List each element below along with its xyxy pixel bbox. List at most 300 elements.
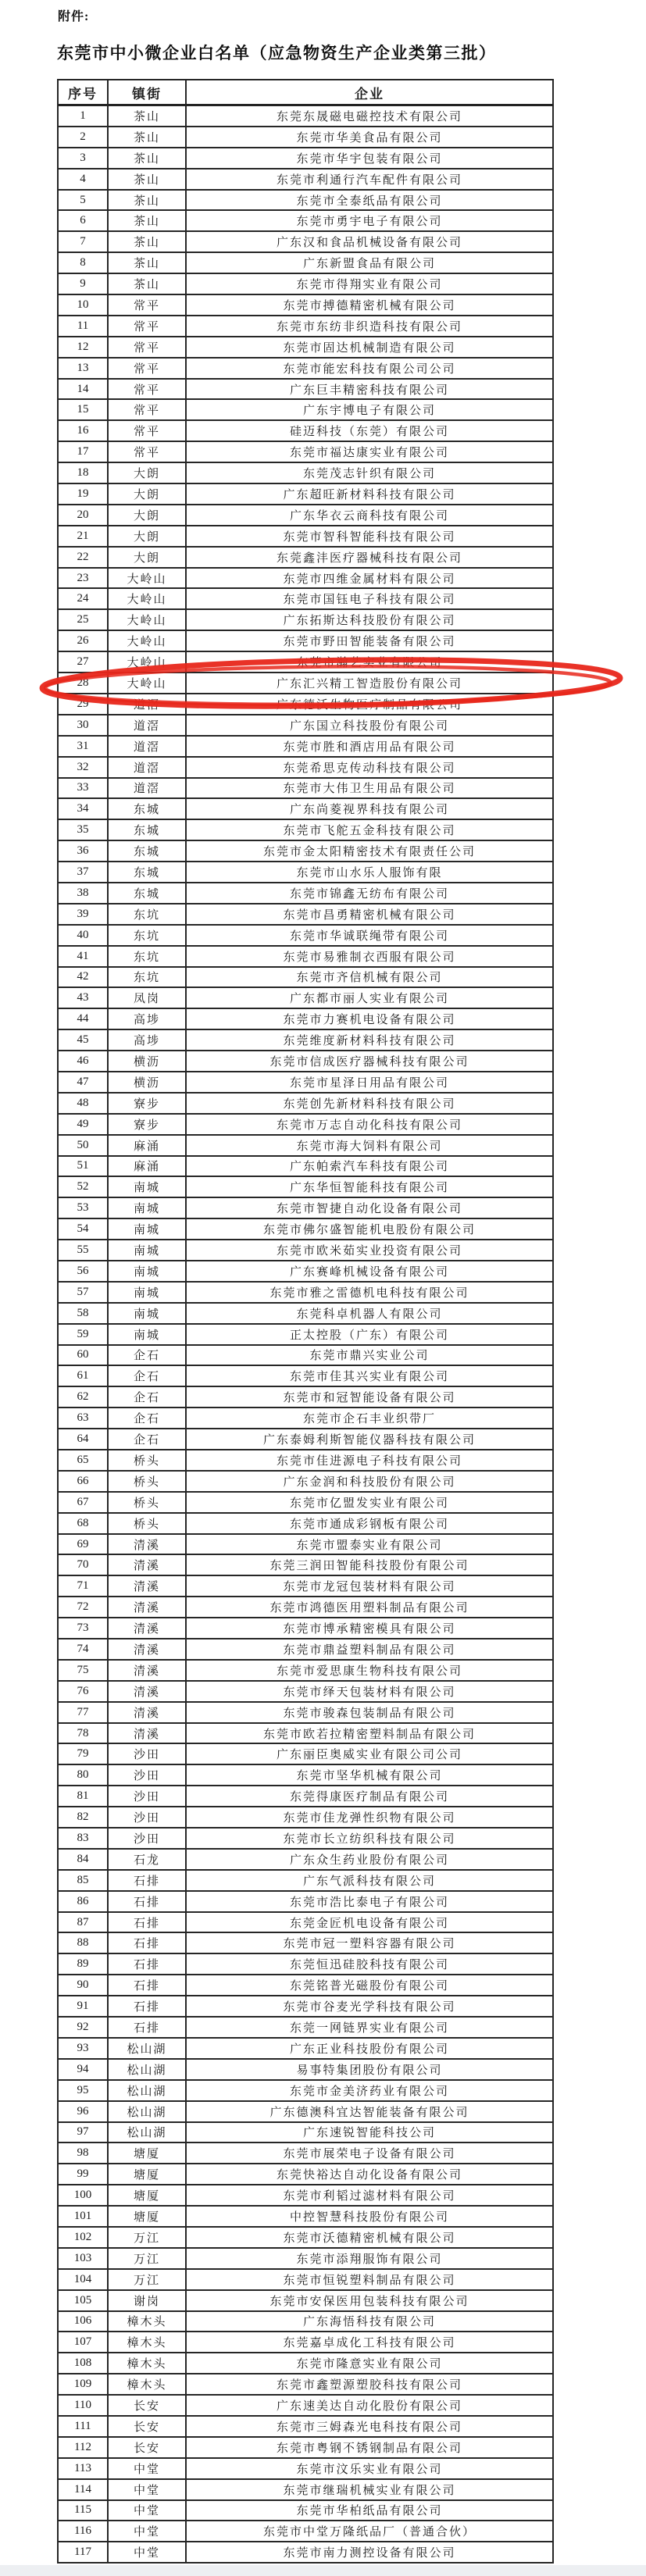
row-number-cell: 13: [58, 358, 108, 379]
company-cell: 东莞市粤钢不锈钢制品有限公司: [186, 2437, 553, 2458]
table-row: [58, 2080, 553, 2101]
row-number-cell: 10: [58, 294, 108, 316]
table-row: [58, 1723, 553, 1744]
town-cell: 清溪: [108, 1681, 186, 1702]
row-number-cell: 29: [58, 694, 108, 715]
row-number-cell: 59: [58, 1324, 108, 1345]
company-cell: 东莞市华诚联绳带有限公司: [186, 925, 553, 946]
town-cell: 麻涌: [108, 1156, 186, 1177]
town-cell: 清溪: [108, 1575, 186, 1597]
table-row: [58, 2017, 553, 2038]
town-cell: 茶山: [108, 148, 186, 169]
table-row: [58, 1029, 553, 1051]
company-cell: 东莞市国钰电子科技有限公司: [186, 588, 553, 609]
table-row: [58, 1807, 553, 1828]
town-cell: 东坑: [108, 925, 186, 946]
row-number-cell: 90: [58, 1975, 108, 1996]
row-number-cell: 50: [58, 1135, 108, 1156]
town-cell: 清溪: [108, 1554, 186, 1575]
company-cell: 东莞市搏德精密机械有限公司: [186, 294, 553, 316]
row-number-cell: 40: [58, 925, 108, 946]
town-cell: 大朗: [108, 547, 186, 568]
town-cell: 南城: [108, 1303, 186, 1324]
column-header-company: 企业: [186, 80, 553, 105]
row-number-cell: 84: [58, 1849, 108, 1870]
town-cell: 常平: [108, 358, 186, 379]
town-cell: 大岭山: [108, 651, 186, 673]
company-cell: 东莞市大伟卫生用品有限公司: [186, 778, 553, 799]
company-cell: 东莞希思克传动科技有限公司: [186, 757, 553, 778]
table-row: [58, 2332, 553, 2353]
company-cell: 广东华恒智能科技有限公司: [186, 1176, 553, 1197]
row-number-cell: 88: [58, 1932, 108, 1953]
town-cell: 桥头: [108, 1471, 186, 1492]
table-row: [58, 1114, 553, 1135]
row-number-cell: 71: [58, 1575, 108, 1597]
row-number-cell: 56: [58, 1261, 108, 1282]
company-cell: 东莞市龙冠包装材料有限公司: [186, 1575, 553, 1597]
company-cell: 东莞市隆意实业有限公司: [186, 2353, 553, 2374]
row-number-cell: 5: [58, 190, 108, 211]
table-row: [58, 2248, 553, 2269]
company-cell: 广东汇兴精工智造股份有限公司: [186, 673, 553, 694]
town-cell: 东城: [108, 862, 186, 883]
row-number-cell: 2: [58, 127, 108, 148]
row-number-cell: 108: [58, 2353, 108, 2374]
row-number-cell: 77: [58, 1702, 108, 1723]
company-cell: 广东巨丰精密科技有限公司: [186, 379, 553, 400]
row-number-cell: 9: [58, 273, 108, 294]
company-cell: 广东金润和科技股份有限公司: [186, 1471, 553, 1492]
table-row: [58, 316, 553, 337]
row-number-cell: 18: [58, 462, 108, 483]
row-number-cell: 107: [58, 2332, 108, 2353]
table-row: [58, 715, 553, 736]
row-number-cell: 67: [58, 1492, 108, 1513]
company-cell: 东莞得康医疗制品有限公司: [186, 1786, 553, 1807]
town-cell: 常平: [108, 420, 186, 441]
company-cell: 东莞市欧米茹实业投资有限公司: [186, 1240, 553, 1261]
table-row: [58, 2521, 553, 2542]
town-cell: 道滘: [108, 715, 186, 736]
table-row: [58, 1072, 553, 1093]
town-cell: 沙田: [108, 1743, 186, 1764]
row-number-cell: 79: [58, 1743, 108, 1764]
town-cell: 石排: [108, 1932, 186, 1953]
town-cell: 松山湖: [108, 2080, 186, 2101]
row-number-cell: 63: [58, 1408, 108, 1429]
town-cell: 石排: [108, 1870, 186, 1891]
table-row: [58, 1891, 553, 1912]
row-number-cell: 53: [58, 1197, 108, 1218]
company-cell: 东莞市勇宇电子有限公司: [186, 210, 553, 231]
town-cell: 桥头: [108, 1492, 186, 1513]
company-cell: 东莞市瀚艺实业有限公司: [186, 651, 553, 673]
row-number-cell: 58: [58, 1303, 108, 1324]
town-cell: 万江: [108, 2248, 186, 2269]
town-cell: 清溪: [108, 1639, 186, 1660]
company-cell: 中控智慧科技股份有限公司: [186, 2206, 553, 2227]
company-cell: 东莞市野田智能装备有限公司: [186, 630, 553, 651]
row-number-cell: 60: [58, 1345, 108, 1366]
company-cell: 东莞市展荣电子设备有限公司: [186, 2143, 553, 2164]
table-row: [58, 148, 553, 169]
row-number-cell: 97: [58, 2122, 108, 2143]
row-number-cell: 36: [58, 840, 108, 862]
row-number-cell: 38: [58, 883, 108, 904]
company-cell: 东莞市智捷自动化设备有限公司: [186, 1197, 553, 1218]
row-number-cell: 102: [58, 2227, 108, 2248]
town-cell: 石排: [108, 1975, 186, 1996]
row-number-cell: 82: [58, 1807, 108, 1828]
row-number-cell: 26: [58, 630, 108, 651]
row-number-cell: 87: [58, 1912, 108, 1933]
table-row: [58, 2353, 553, 2374]
town-cell: 企石: [108, 1429, 186, 1450]
company-table-body: [58, 105, 553, 2564]
town-cell: 高埗: [108, 1008, 186, 1029]
table-row: [58, 399, 553, 420]
table-row: [58, 2269, 553, 2290]
company-cell: 东莞东晟磁电磁控技术有限公司: [186, 105, 553, 127]
company-cell: 广东德澳科宜达智能装备有限公司: [186, 2101, 553, 2122]
table-row: [58, 2101, 553, 2122]
row-number-cell: 49: [58, 1114, 108, 1135]
company-cell: 东莞市长立纺织科技有限公司: [186, 1828, 553, 1849]
town-cell: 塘厦: [108, 2185, 186, 2206]
company-cell: 广东超旺新材料科技有限公司: [186, 483, 553, 505]
row-number-cell: 6: [58, 210, 108, 231]
table-row: [58, 1365, 553, 1386]
company-cell: 东莞市全泰纸品有限公司: [186, 190, 553, 211]
table-row: [58, 526, 553, 547]
table-row: [58, 1575, 553, 1597]
table-row: [58, 2185, 553, 2206]
table-row: [58, 441, 553, 462]
table-row: [58, 2206, 553, 2227]
table-row: [58, 1303, 553, 1324]
table-row: [58, 1093, 553, 1114]
table-row: [58, 2059, 553, 2080]
table-row: [58, 483, 553, 505]
town-cell: 大岭山: [108, 630, 186, 651]
company-cell: 东莞市星泽日用品有限公司: [186, 1072, 553, 1093]
row-number-cell: 46: [58, 1051, 108, 1072]
town-cell: 中堂: [108, 2458, 186, 2479]
company-cell: 广东新盟食品有限公司: [186, 252, 553, 273]
town-cell: 企石: [108, 1386, 186, 1408]
company-cell: 东莞茂志针织有限公司: [186, 462, 553, 483]
table-row: [58, 1408, 553, 1429]
table-row: [58, 2143, 553, 2164]
row-number-cell: 20: [58, 505, 108, 526]
town-cell: 南城: [108, 1282, 186, 1303]
town-cell: 大朗: [108, 505, 186, 526]
town-cell: 常平: [108, 379, 186, 400]
row-number-cell: 78: [58, 1723, 108, 1744]
town-cell: 沙田: [108, 1764, 186, 1786]
town-cell: 谢岗: [108, 2290, 186, 2311]
company-cell: 东莞市鑫塑源塑胶科技有限公司: [186, 2374, 553, 2395]
company-cell: 东莞市佛尔盛智能机电股份有限公司: [186, 1218, 553, 1240]
table-row: [58, 946, 553, 967]
company-cell: 东莞市汶乐实业有限公司: [186, 2458, 553, 2479]
town-cell: 南城: [108, 1324, 186, 1345]
table-row: [58, 1135, 553, 1156]
company-cell: 东莞市昌勇精密机械有限公司: [186, 904, 553, 925]
town-cell: 塘厦: [108, 2143, 186, 2164]
row-number-cell: 117: [58, 2542, 108, 2563]
company-cell: 东莞市能宏科技有限公司公司: [186, 358, 553, 379]
row-number-cell: 110: [58, 2395, 108, 2416]
row-number-cell: 37: [58, 862, 108, 883]
company-cell: 东莞一网链界实业有限公司: [186, 2017, 553, 2038]
company-cell: 东莞市华柏纸品有限公司: [186, 2500, 553, 2521]
table-row: [58, 778, 553, 799]
town-cell: 清溪: [108, 1723, 186, 1744]
table-row: [58, 967, 553, 988]
town-cell: 长安: [108, 2437, 186, 2458]
company-cell: 广东帕索汽车科技有限公司: [186, 1156, 553, 1177]
town-cell: 常平: [108, 441, 186, 462]
company-cell: 东莞市华宇包装有限公司: [186, 148, 553, 169]
company-cell: 东莞市南力测控设备有限公司: [186, 2542, 553, 2563]
row-number-cell: 72: [58, 1597, 108, 1618]
row-number-cell: 115: [58, 2500, 108, 2521]
town-cell: 南城: [108, 1176, 186, 1197]
company-cell: 东莞市冠一塑料容器有限公司: [186, 1932, 553, 1953]
table-row: [58, 505, 553, 526]
company-cell: 东莞市通成彩钢板有限公司: [186, 1513, 553, 1534]
table-row: [58, 2164, 553, 2185]
table-row: [58, 798, 553, 819]
row-number-cell: 12: [58, 337, 108, 358]
town-cell: 清溪: [108, 1534, 186, 1555]
company-cell: 东莞市智科智能科技有限公司: [186, 526, 553, 547]
company-cell: 东莞市鼎兴实业公司: [186, 1345, 553, 1366]
table-row: [58, 294, 553, 316]
header-row: [58, 80, 553, 105]
town-cell: 万江: [108, 2227, 186, 2248]
company-cell: 东莞市继瑞机械实业有限公司: [186, 2479, 553, 2500]
table-row: [58, 1743, 553, 1764]
table-row: [58, 630, 553, 651]
table-row: [58, 1471, 553, 1492]
table-row: [58, 127, 553, 148]
company-table-header: [58, 80, 553, 105]
company-cell: 东莞鑫沣医疗器械科技有限公司: [186, 547, 553, 568]
row-number-cell: 75: [58, 1660, 108, 1681]
table-row: [58, 1156, 553, 1177]
town-cell: 横沥: [108, 1072, 186, 1093]
town-cell: 清溪: [108, 1660, 186, 1681]
row-number-cell: 15: [58, 399, 108, 420]
page-bottom-edge: [0, 2565, 646, 2576]
row-number-cell: 27: [58, 651, 108, 673]
town-cell: 中堂: [108, 2500, 186, 2521]
row-number-cell: 99: [58, 2164, 108, 2185]
town-cell: 东城: [108, 798, 186, 819]
row-number-cell: 73: [58, 1618, 108, 1639]
row-number-cell: 28: [58, 673, 108, 694]
town-cell: 企石: [108, 1345, 186, 1366]
town-cell: 常平: [108, 294, 186, 316]
page-title: 东莞市中小微企业白名单（应急物资生产企业类第三批）: [57, 44, 497, 62]
town-cell: 南城: [108, 1218, 186, 1240]
company-cell: 东莞市齐信机械有限公司: [186, 967, 553, 988]
table-row: [58, 1051, 553, 1072]
town-cell: 大朗: [108, 462, 186, 483]
town-cell: 清溪: [108, 1597, 186, 1618]
company-cell: 广东正业科技股份有限公司: [186, 2038, 553, 2059]
company-cell: 东莞市沃德精密机械有限公司: [186, 2227, 553, 2248]
town-cell: 沙田: [108, 1807, 186, 1828]
row-number-cell: 64: [58, 1429, 108, 1450]
company-cell: 东莞市佳龙弹性织物有限公司: [186, 1807, 553, 1828]
row-number-cell: 48: [58, 1093, 108, 1114]
company-cell: 东莞市锦鑫无纺布有限公司: [186, 883, 553, 904]
town-cell: 桥头: [108, 1450, 186, 1471]
town-cell: 茶山: [108, 273, 186, 294]
row-number-cell: 101: [58, 2206, 108, 2227]
row-number-cell: 7: [58, 231, 108, 252]
table-row: [58, 2416, 553, 2437]
company-cell: 东莞市金太阳精密技术有限责任公司: [186, 840, 553, 862]
row-number-cell: 111: [58, 2416, 108, 2437]
company-cell: 东莞市得翔实业有限公司: [186, 273, 553, 294]
row-number-cell: 70: [58, 1554, 108, 1575]
company-cell: 广东泰姆利斯智能仪器科技有限公司: [186, 1429, 553, 1450]
company-cell: 东莞市盟泰实业有限公司: [186, 1534, 553, 1555]
town-cell: 中堂: [108, 2521, 186, 2542]
table-row: [58, 2500, 553, 2521]
town-cell: 高埗: [108, 1029, 186, 1051]
table-row: [58, 1345, 553, 1366]
row-number-cell: 21: [58, 526, 108, 547]
table-row: [58, 2038, 553, 2059]
company-cell: 广东海悟科技有限公司: [186, 2311, 553, 2332]
row-number-cell: 89: [58, 1953, 108, 1975]
company-cell: 广东赛峰机械设备有限公司: [186, 1261, 553, 1282]
town-cell: 南城: [108, 1197, 186, 1218]
column-header-town: 镇街: [108, 80, 186, 105]
town-cell: 石排: [108, 1996, 186, 2017]
row-number-cell: 81: [58, 1786, 108, 1807]
town-cell: 松山湖: [108, 2101, 186, 2122]
company-cell: 东莞市山水乐人服饰有限: [186, 862, 553, 883]
town-cell: 石排: [108, 1912, 186, 1933]
table-row: [58, 1932, 553, 1953]
table-row: [58, 169, 553, 190]
row-number-cell: 74: [58, 1639, 108, 1660]
company-cell: 东莞市东纺非织造科技有限公司: [186, 316, 553, 337]
table-row: [58, 1324, 553, 1345]
town-cell: 常平: [108, 399, 186, 420]
company-cell: 东莞市佳进源电子科技有限公司: [186, 1450, 553, 1471]
row-number-cell: 76: [58, 1681, 108, 1702]
town-cell: 东城: [108, 819, 186, 840]
table-row: [58, 1597, 553, 1618]
table-row: [58, 273, 553, 294]
row-number-cell: 62: [58, 1386, 108, 1408]
row-number-cell: 98: [58, 2143, 108, 2164]
table-row: [58, 1764, 553, 1786]
town-cell: 茶山: [108, 231, 186, 252]
table-row: [58, 379, 553, 400]
town-cell: 大朗: [108, 526, 186, 547]
town-cell: 樟木头: [108, 2353, 186, 2374]
company-cell: 东莞市华美食品有限公司: [186, 127, 553, 148]
table-row: [58, 1386, 553, 1408]
table-row: [58, 1450, 553, 1471]
table-row: [58, 231, 553, 252]
company-cell: 东莞市爱思康生物科技有限公司: [186, 1660, 553, 1681]
row-number-cell: 92: [58, 2017, 108, 2038]
company-cell: 东莞市万志自动化科技有限公司: [186, 1114, 553, 1135]
company-cell: 东莞创先新材料科技有限公司: [186, 1093, 553, 1114]
company-cell: 东莞市利韬过滤材料有限公司: [186, 2185, 553, 2206]
company-cell: 东莞市恒锐塑料制品有限公司: [186, 2269, 553, 2290]
table-row: [58, 673, 553, 694]
row-number-cell: 112: [58, 2437, 108, 2458]
table-row: [58, 210, 553, 231]
company-cell: 东莞市坚华机械有限公司: [186, 1764, 553, 1786]
table-row: [58, 568, 553, 589]
table-row: [58, 904, 553, 925]
town-cell: 东城: [108, 883, 186, 904]
row-number-cell: 4: [58, 169, 108, 190]
row-number-cell: 24: [58, 588, 108, 609]
row-number-cell: 14: [58, 379, 108, 400]
town-cell: 大岭山: [108, 609, 186, 630]
row-number-cell: 8: [58, 252, 108, 273]
company-cell: 广东德沃生物医疗制品有限公司: [186, 694, 553, 715]
table-row: [58, 1176, 553, 1197]
town-cell: 石排: [108, 2017, 186, 2038]
table-row: [58, 1870, 553, 1891]
row-number-cell: 83: [58, 1828, 108, 1849]
town-cell: 松山湖: [108, 2122, 186, 2143]
table-row: [58, 420, 553, 441]
town-cell: 大岭山: [108, 588, 186, 609]
company-cell: 东莞市利通行汽车配件有限公司: [186, 169, 553, 190]
table-row: [58, 1240, 553, 1261]
company-cell: 东莞市安保医用包装科技有限公司: [186, 2290, 553, 2311]
row-number-cell: 3: [58, 148, 108, 169]
company-cell: 东莞维度新材料科技有限公司: [186, 1029, 553, 1051]
row-number-cell: 91: [58, 1996, 108, 2017]
company-cell: 东莞市飞舵五金科技有限公司: [186, 819, 553, 840]
table-row: [58, 1492, 553, 1513]
company-cell: 东莞快裕达自动化设备有限公司: [186, 2164, 553, 2185]
table-row: [58, 987, 553, 1008]
table-row: [58, 462, 553, 483]
table-row: [58, 736, 553, 757]
company-cell: 东莞市博承精密模具有限公司: [186, 1618, 553, 1639]
table-row: [58, 2458, 553, 2479]
company-cell: 东莞铭普光磁股份有限公司: [186, 1975, 553, 1996]
table-row: [58, 105, 553, 127]
row-number-cell: 31: [58, 736, 108, 757]
row-number-cell: 16: [58, 420, 108, 441]
row-number-cell: 109: [58, 2374, 108, 2395]
company-cell: 东莞嘉卓成化工科技有限公司: [186, 2332, 553, 2353]
row-number-cell: 104: [58, 2269, 108, 2290]
row-number-cell: 35: [58, 819, 108, 840]
table-row: [58, 2227, 553, 2248]
row-number-cell: 113: [58, 2458, 108, 2479]
table-row: [58, 1681, 553, 1702]
